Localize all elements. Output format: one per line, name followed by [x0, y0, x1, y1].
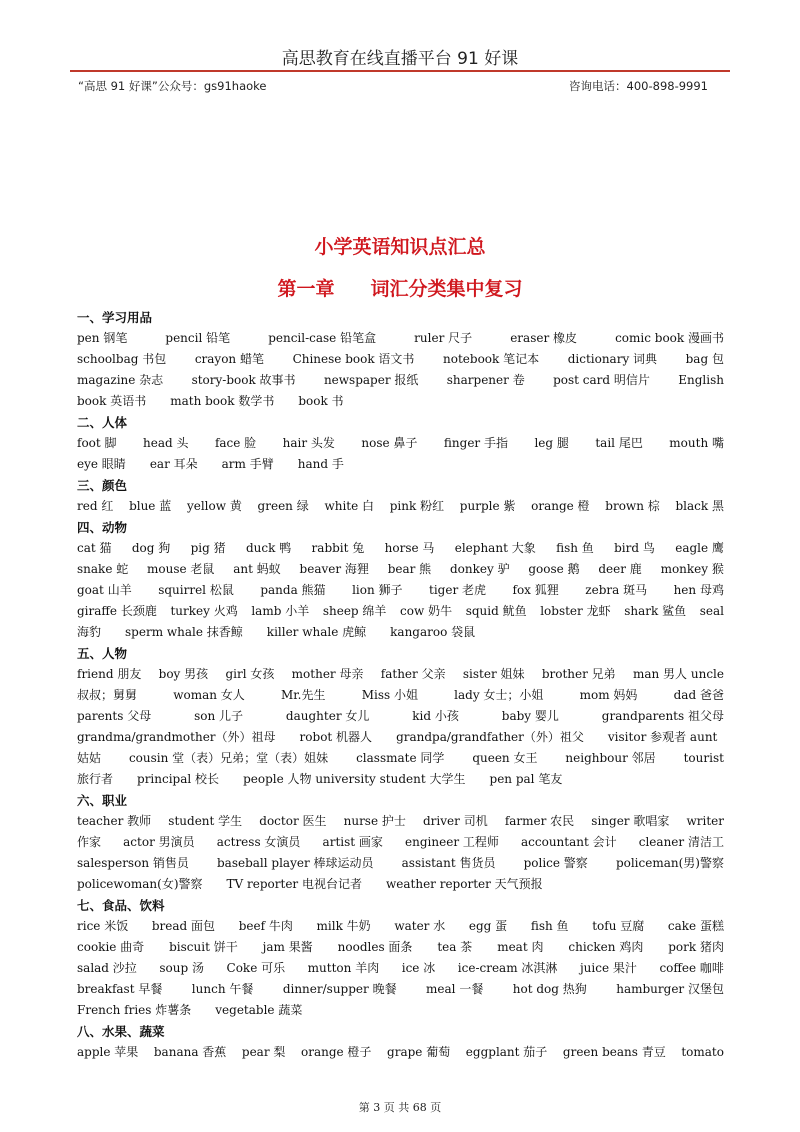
vocab-term: zebra 斑马 [585, 583, 648, 597]
vocab-term: comic book 漫画书 [615, 331, 724, 345]
page-footer: 第 3 页 共 68 页 [358, 1101, 442, 1114]
vocab-term: green 绿 [257, 499, 309, 513]
vocab-term: yellow 黄 [186, 499, 242, 513]
vocab-term: 作家 [77, 835, 102, 849]
vocab-term: arm 手臂 [221, 457, 274, 471]
vocab-term: fish 鱼 [556, 541, 594, 555]
vocab-term: singer 歌唱家 [591, 814, 670, 828]
vocab-term: tail 尾巴 [595, 436, 643, 450]
vocab-term: black 黑 [675, 499, 724, 513]
vocabulary-list [77, 307, 724, 1063]
vocab-term: baby 婴儿 [501, 709, 559, 723]
section-heading: 七、食品、饮料 [77, 898, 165, 913]
vocab-term: ant 蚂蚁 [233, 562, 281, 576]
vocab-term: dad 爸爸 [673, 688, 724, 702]
vocab-line [77, 538, 724, 559]
vocab-term: head 头 [143, 436, 189, 450]
vocab-term: policewoman(女)警察 [77, 877, 203, 891]
vocab-term: salad 沙拉 [77, 961, 137, 975]
section-heading: 五、人物 [77, 646, 128, 661]
vocab-term: grandparents 祖父母 [601, 709, 724, 723]
vocab-term: leg 腿 [534, 436, 569, 450]
vocab-term: hand 手 [297, 457, 344, 471]
vocab-term: queen 女王 [472, 751, 538, 765]
vocab-term: actress 女演员 [216, 835, 301, 849]
vocab-term: elephant 大象 [454, 541, 536, 555]
vocab-term: eagle 鹰 [675, 541, 724, 555]
vocab-term: police 警察 [523, 856, 588, 870]
vocab-term: mother 母亲 [291, 667, 364, 681]
vocab-term: eraser 橡皮 [510, 331, 578, 345]
vocab-term: pear 梨 [241, 1045, 286, 1059]
vocab-term: fox 狐狸 [512, 583, 559, 597]
vocab-term: visitor 参观者 aunt [607, 730, 718, 744]
vocab-term: nurse 护士 [343, 814, 406, 828]
vocab-line [77, 832, 724, 853]
vocab-term: tiger 老虎 [429, 583, 487, 597]
vocab-term: snake 蛇 [77, 562, 129, 576]
vocab-term: accountant 会计 [521, 835, 617, 849]
vocab-line [77, 727, 724, 748]
vocab-term: grandma/grandmother（外）祖母 [77, 730, 276, 744]
section-heading: 一、学习用品 [77, 310, 153, 325]
vocab-term: lamb 小羊 [251, 604, 310, 618]
vocab-term: principal 校长 [137, 772, 220, 786]
vocab-term: red 红 [77, 499, 114, 513]
vocab-term: cleaner 清洁工 [638, 835, 724, 849]
vocab-term: farmer 农民 [504, 814, 575, 828]
vocab-term: purple 紫 [459, 499, 516, 513]
section-heading: 四、动物 [77, 520, 128, 535]
vocab-term: sheep 绵羊 [322, 604, 387, 618]
vocab-term: tofu 豆腐 [592, 919, 645, 933]
vocab-term: tea 茶 [437, 940, 473, 954]
vocab-term: bag 包 [685, 352, 724, 366]
vocab-term: turkey 火鸡 [170, 604, 238, 618]
vocab-term: green beans 青豆 [562, 1045, 666, 1059]
vocab-term: rice 米饭 [77, 919, 129, 933]
vocab-term: driver 司机 [423, 814, 488, 828]
vocab-term: chicken 鸡肉 [568, 940, 644, 954]
vocab-term: 姑姑 [77, 751, 102, 765]
vocab-term: sister 姐妹 [462, 667, 525, 681]
vocab-term: shark 鲨鱼 [624, 604, 687, 618]
vocab-term: neighbour 邻居 [565, 751, 656, 765]
vocab-term: book 英语书 [77, 394, 147, 408]
vocab-term: bread 面包 [151, 919, 216, 933]
vocab-term: notebook 笔记本 [443, 352, 540, 366]
chapter-number: 第一章 [277, 278, 335, 300]
section-heading: 八、水果、蔬菜 [77, 1024, 165, 1039]
vocab-term: 旅行者 [77, 772, 114, 786]
vocab-term: writer [686, 814, 724, 828]
vocab-term: tomato [681, 1045, 724, 1059]
header-divider [70, 70, 730, 72]
vocab-line [77, 601, 724, 622]
vocab-line [77, 1042, 724, 1063]
vocab-line [77, 685, 724, 706]
vocab-line [77, 958, 724, 979]
vocab-term: goat 山羊 [77, 583, 132, 597]
vocab-term: 海豹 [77, 625, 102, 639]
vocab-term: donkey 驴 [449, 562, 510, 576]
vocab-term: hair 头发 [282, 436, 335, 450]
vocab-line [77, 580, 724, 601]
vocab-term: milk 牛奶 [316, 919, 371, 933]
vocab-term: goose 鹅 [528, 562, 580, 576]
vocab-term: kangaroo 袋鼠 [390, 625, 476, 639]
chapter-title: 词汇分类集中复习 [370, 278, 523, 300]
vocab-term: actor 男演员 [123, 835, 195, 849]
vocab-term: foot 脚 [77, 436, 117, 450]
vocab-term: English [678, 373, 724, 387]
vocab-term: biscuit 饼干 [169, 940, 238, 954]
vocab-term: finger 手指 [443, 436, 508, 450]
vocab-line [77, 874, 724, 895]
vocab-term: book 书 [298, 394, 344, 408]
vocab-line [77, 811, 724, 832]
vocab-term: crayon 蜡笔 [194, 352, 264, 366]
vocab-term: pork 猪肉 [668, 940, 724, 954]
vocab-term: pig 猪 [190, 541, 226, 555]
vocab-line [77, 916, 724, 937]
vocab-term: people 人物 university student 大学生 [243, 772, 466, 786]
vocab-term: salesperson 销售员 [77, 856, 189, 870]
vocab-term: water 水 [394, 919, 446, 933]
vocab-term: bird 鸟 [614, 541, 655, 555]
vocab-term: cousin 堂（表）兄弟；堂（表）姐妹 [128, 751, 329, 765]
vocab-term: panda 熊猫 [260, 583, 326, 597]
vocab-term: man 男人 uncle [632, 667, 724, 681]
vocab-term: dictionary 词典 [567, 352, 658, 366]
vocab-term: tourist [683, 751, 724, 765]
section-heading: 六、职业 [77, 793, 128, 808]
vocab-term: mouse 老鼠 [147, 562, 215, 576]
vocab-term: TV reporter 电视台记者 [226, 877, 362, 891]
vocab-term: 叔叔；舅舅 [77, 688, 138, 702]
vocab-term: cake 蛋糕 [667, 919, 724, 933]
vocab-term: seal [699, 604, 724, 618]
vocab-term: mouth 嘴 [669, 436, 724, 450]
vocab-term: lady 女士；小姐 [454, 688, 544, 702]
vocab-term: pen pal 笔友 [489, 772, 563, 786]
vocab-term: pencil-case 铅笔盒 [268, 331, 377, 345]
vocab-term: ruler 尺子 [414, 331, 473, 345]
vocab-term: fish 鱼 [530, 919, 569, 933]
section-heading: 二、人体 [77, 415, 128, 430]
vocab-term: policeman(男)警察 [615, 856, 724, 870]
vocab-term: French fries 炸薯条 [77, 1003, 192, 1017]
vocab-term: newspaper 报纸 [323, 373, 419, 387]
vocab-term: hen 母鸡 [673, 583, 724, 597]
vocab-line [77, 370, 724, 391]
vocab-term: giraffe 长颈鹿 [77, 604, 157, 618]
vocab-term: rabbit 兔 [311, 541, 365, 555]
vocab-term: squirrel 松鼠 [158, 583, 234, 597]
vocab-term: son 儿子 [194, 709, 244, 723]
vocab-term: friend 朋友 [77, 667, 142, 681]
vocab-line [77, 496, 724, 517]
vocab-line [77, 433, 724, 454]
vocab-term: classmate 同学 [356, 751, 445, 765]
vocab-term: horse 马 [384, 541, 435, 555]
vocab-term: juice 果汁 [579, 961, 637, 975]
vocab-term: brown 棕 [605, 499, 660, 513]
vocab-line [77, 349, 724, 370]
vocab-line [77, 979, 724, 1000]
vocab-term: sharpener 卷 [446, 373, 525, 387]
vocab-line [77, 454, 724, 475]
vocab-term: post card 明信片 [553, 373, 650, 387]
header-phone: 咨询电话：400-898-9991 [569, 79, 708, 93]
vocab-term: boy 男孩 [158, 667, 209, 681]
vocab-term: brother 兄弟 [541, 667, 616, 681]
vocab-term: daughter 女儿 [285, 709, 370, 723]
vocab-term: breakfast 早餐 [77, 982, 163, 996]
vocab-term: banana 香蕉 [153, 1045, 227, 1059]
vocab-term: Coke 可乐 [226, 961, 286, 975]
vocab-line [77, 664, 724, 685]
vocab-term: lunch 午餐 [191, 982, 254, 996]
vocab-term: eggplant 茄子 [465, 1045, 548, 1059]
vocab-term: lobster 龙虾 [540, 604, 611, 618]
vocab-term: doctor 医生 [259, 814, 327, 828]
vocab-line [77, 1000, 724, 1021]
vocab-term: engineer 工程师 [405, 835, 499, 849]
document-title: 小学英语知识点汇总 [314, 236, 486, 258]
vocab-term: sperm whale 抹香鲸 [125, 625, 243, 639]
vocab-term: cat 猫 [77, 541, 112, 555]
vocab-term: woman 女人 [173, 688, 245, 702]
vocab-term: ice-cream 冰淇淋 [457, 961, 558, 975]
vocab-term: noodles 面条 [337, 940, 413, 954]
vocab-term: hot dog 热狗 [512, 982, 587, 996]
vocab-line [77, 937, 724, 958]
vocab-term: meat 肉 [497, 940, 544, 954]
vocab-term: weather reporter 天气预报 [385, 877, 543, 891]
vocab-term: Mr.先生 [280, 688, 326, 702]
vocab-term: cow 奶牛 [400, 604, 453, 618]
vocab-term: kid 小孩 [412, 709, 459, 723]
vocab-term: dog 狗 [131, 541, 171, 555]
vocab-term: schoolbag 书包 [77, 352, 167, 366]
section-heading: 三、颜色 [77, 478, 128, 493]
vocab-term: mutton 羊肉 [307, 961, 380, 975]
vocab-term: orange 橙子 [300, 1045, 372, 1059]
vocab-term: duck 鸭 [245, 541, 292, 555]
vocab-line [77, 559, 724, 580]
vocab-term: face 脸 [214, 436, 257, 450]
vocab-term: apple 苹果 [77, 1045, 139, 1059]
vocab-term: nose 鼻子 [361, 436, 418, 450]
vocab-term: assistant 售货员 [401, 856, 496, 870]
vocab-term: deer 鹿 [598, 562, 642, 576]
vocab-term: coffee 咖啡 [659, 961, 724, 975]
vocab-term: story-book 故事书 [191, 373, 296, 387]
vocab-term: pen 钢笔 [77, 331, 128, 345]
vocab-term: bear 熊 [387, 562, 432, 576]
vocab-term: killer whale 虎鲸 [266, 625, 367, 639]
vocab-term: artist 画家 [322, 835, 383, 849]
vocab-term: eye 眼睛 [77, 457, 126, 471]
vocab-term: girl 女孩 [225, 667, 275, 681]
vocab-term: squid 鱿鱼 [465, 604, 527, 618]
vocab-term: beef 牛肉 [238, 919, 293, 933]
vocab-term: white 白 [324, 499, 375, 513]
vocab-line [77, 748, 724, 769]
vocab-line [77, 328, 724, 349]
vocab-term: magazine 杂志 [77, 373, 164, 387]
vocab-term: Chinese book 语文书 [292, 352, 415, 366]
vocab-term: student 学生 [168, 814, 243, 828]
vocab-term: jam 果酱 [262, 940, 313, 954]
vocab-term: robot 机器人 [299, 730, 373, 744]
vocab-term: beaver 海狸 [299, 562, 369, 576]
vocab-term: math book 数学书 [170, 394, 275, 408]
vocab-term: monkey 猴 [660, 562, 724, 576]
vocab-term: meal 一餐 [426, 982, 484, 996]
vocab-term: mom 妈妈 [579, 688, 638, 702]
vocab-term: blue 蓝 [129, 499, 172, 513]
vocab-term: Miss 小姐 [361, 688, 418, 702]
header-title: 高思教育在线直播平台 91 好课 [281, 49, 519, 69]
vocab-line [77, 769, 724, 790]
vocab-term: grape 葡萄 [387, 1045, 451, 1059]
vocab-term: hamburger 汉堡包 [616, 982, 724, 996]
vocab-term: pink 粉红 [389, 499, 445, 513]
vocab-term: teacher 教师 [77, 814, 152, 828]
vocab-line [77, 853, 724, 874]
vocab-term: ice 冰 [401, 961, 436, 975]
chapter-heading [0, 274, 800, 301]
vocab-term: ear 耳朵 [149, 457, 198, 471]
vocab-line [77, 706, 724, 727]
vocab-term: orange 橙 [531, 499, 590, 513]
vocab-term: vegetable 蔬菜 [215, 1003, 303, 1017]
vocab-term: father 父亲 [380, 667, 446, 681]
vocab-term: soup 汤 [159, 961, 204, 975]
vocab-term: cookie 曲奇 [77, 940, 145, 954]
vocab-term: lion 狮子 [352, 583, 403, 597]
vocab-term: parents 父母 [77, 709, 152, 723]
vocab-term: grandpa/grandfather（外）祖父 [396, 730, 584, 744]
header-wechat: “高思 91 好课”公众号：gs91haoke [78, 79, 267, 93]
vocab-line [77, 622, 724, 643]
vocab-term: pencil 铅笔 [165, 331, 231, 345]
vocab-line [77, 391, 724, 412]
vocab-term: egg 蛋 [468, 919, 508, 933]
vocab-term: baseball player 棒球运动员 [216, 856, 374, 870]
vocab-term: dinner/supper 晚餐 [282, 982, 397, 996]
